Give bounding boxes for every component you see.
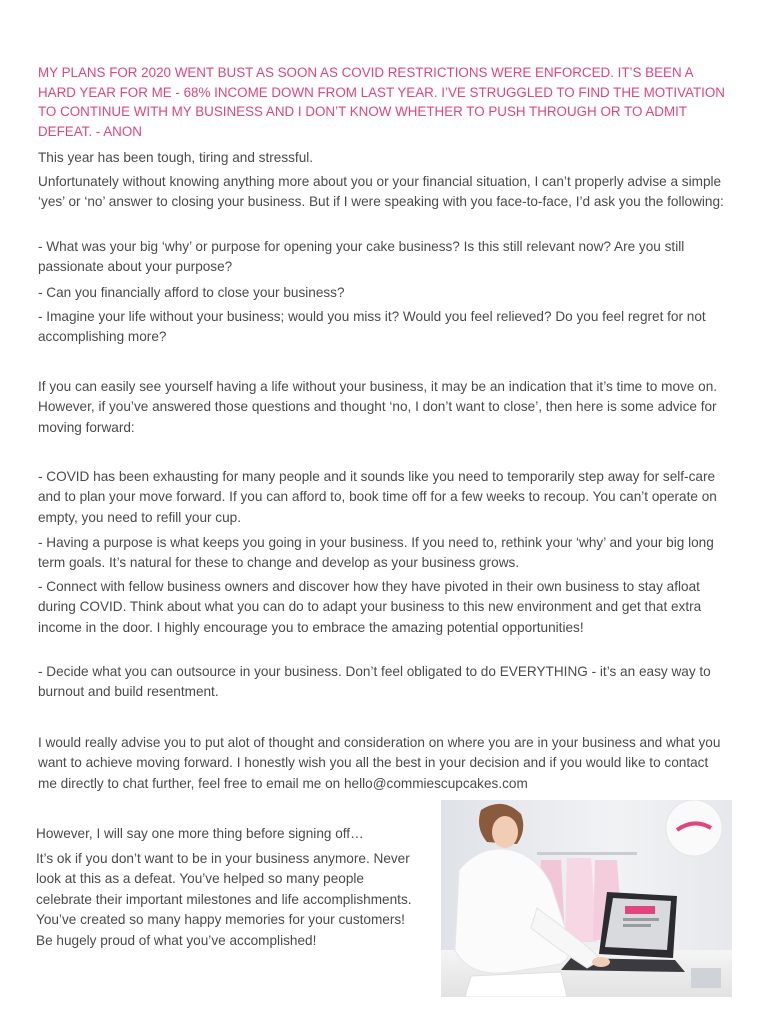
paragraph-signing-off: However, I will say one more thing before signing off… xyxy=(36,826,364,841)
advice-item-selfcare: - COVID has been exhausting for many people and it sounds like you need to temporarily step away for self-care and to plan your move forward. If you can afford to, book time off for a few weeks to recoup. You can’t operate on empty, you need to refill your cup. xyxy=(38,469,717,525)
question-item-afford: - Can you financially afford to close your business? xyxy=(38,285,345,300)
paragraph-intro: This year has been tough, tiring and stressful. xyxy=(38,150,314,165)
advice-item-connect: - Connect with fellow business owners and discover how they have pivoted in their own business to stay afloat during COVID. Think about what you can do to adapt your business to this new environment and get that extra income in the door. I highly encourage you to embrace the amazing potential opportunities! xyxy=(38,579,702,635)
paragraph-move-on: If you can easily see yourself having a life without your business, it may be an indication that it’s time to move on. However, if you’ve answered those questions and thought ‘no, I don’t want to close’, then here is some advice for moving forward: xyxy=(38,379,718,435)
question-heading: MY PLANS FOR 2020 WENT BUST AS SOON AS COVID RESTRICTIONS WERE ENFORCED. IT’S BEEN A HARD YEAR FOR ME - 68% INCOME DOWN FROM LAST YEAR. I’VE STRUGGLED TO FIND THE MOTIVATION TO CONTINUE WITH MY BUSINESS AND I DON’T KNOW WHETHER TO PUSH THROUGH OR TO ADMIT DEFEAT. - ANON xyxy=(38,65,725,139)
question-item-imagine: - Imagine your life without your business; would you miss it? Would you feel relieved? Do you feel regret for not accomplishing more? xyxy=(38,309,706,345)
paragraph-encouragement: It’s ok if you don’t want to be in your business anymore. Never look at this as a defeat. You’ve helped so many people celebrate their important milestones and life accomplishments. You’ve created so many happy memories for your customers! Be hugely proud of what you’ve accomplished! xyxy=(36,851,412,948)
paragraph-advice-disclaimer: Unfortunately without knowing anything more about you or your financial situation, I can’t properly advise a simple ‘yes’ or ‘no’ answer to closing your business. But if I were speaking with you face-to-face, I’d ask you the following: xyxy=(38,174,724,210)
paragraph-closing-advice: I would really advise you to put alot of thought and consideration on where you are in your business and what you want to achieve moving forward. I honestly wish you all the best in your decision and if you would like to contact me directly to chat further, feel free to email me on hello@commiescupcakes.com xyxy=(38,735,721,791)
advice-item-outsource: - Decide what you can outsource in your business. Don’t feel obligated to do EVERYTHING - it’s an easy way to burnout and build resentment. xyxy=(38,664,711,700)
woman-at-laptop-photo xyxy=(441,800,732,997)
question-item-why: - What was your big ‘why’ or purpose for opening your cake business? Is this still relevant now? Are you still passionate about your purpose? xyxy=(38,239,685,275)
advice-item-purpose: - Having a purpose is what keeps you going in your business. If you need to, rethink your ‘why’ and your big long term goals. It’s natural for these to change and develop as your business grows. xyxy=(38,535,714,571)
